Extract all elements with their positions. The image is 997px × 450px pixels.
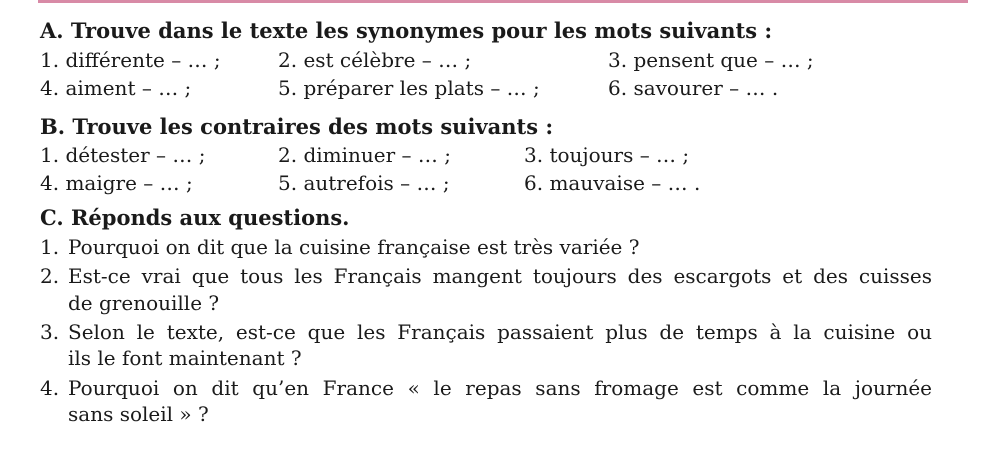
question-2-number: 2. — [40, 264, 60, 288]
section-a-item-2: 2. est célèbre – … ; — [278, 48, 472, 72]
section-b-item-4: 4. maigre – … ; — [40, 171, 193, 195]
question-4-number: 4. — [40, 376, 60, 400]
section-a-item-6: 6. savourer – … . — [608, 76, 779, 100]
section-c-title: C. Réponds aux questions. — [40, 205, 350, 230]
question-4-line-2: sans soleil » ? — [68, 402, 209, 426]
section-a-item-4: 4. aiment – … ; — [40, 76, 192, 100]
section-a-item-3: 3. pensent que – … ; — [608, 48, 814, 72]
question-2-line-2: de grenouille ? — [68, 291, 220, 315]
question-3-number: 3. — [40, 320, 60, 344]
question-1-line-1: Pourquoi on dit que la cuisine française est très variée ? — [68, 235, 640, 259]
question-2-line-1: Est-ce vrai que tous les Français mangent toujours des escargots et des cuisses — [68, 264, 932, 288]
top-divider — [38, 0, 968, 3]
question-4-line-1: Pourquoi on dit qu’en France « le repas sans fromage est comme la journée — [68, 376, 932, 400]
question-1-number: 1. — [40, 235, 60, 259]
question-3-line-2: ils le font maintenant ? — [68, 346, 302, 370]
section-a-item-1: 1. différente – … ; — [40, 48, 221, 72]
section-a-title: A. Trouve dans le texte les synonymes pour les mots suivants : — [40, 18, 773, 43]
section-b-item-2: 2. diminuer – … ; — [278, 143, 451, 167]
section-b-item-3: 3. toujours – … ; — [524, 143, 690, 167]
section-b-item-6: 6. mauvaise – … . — [524, 171, 701, 195]
section-a-item-5: 5. préparer les plats – … ; — [278, 76, 540, 100]
question-3-line-1: Selon le texte, est-ce que les Français passaient plus de temps à la cuisine ou — [68, 320, 932, 344]
section-b-item-5: 5. autrefois – … ; — [278, 171, 450, 195]
section-b-item-1: 1. détester – … ; — [40, 143, 206, 167]
section-b-title: B. Trouve les contraires des mots suivants : — [40, 114, 554, 139]
